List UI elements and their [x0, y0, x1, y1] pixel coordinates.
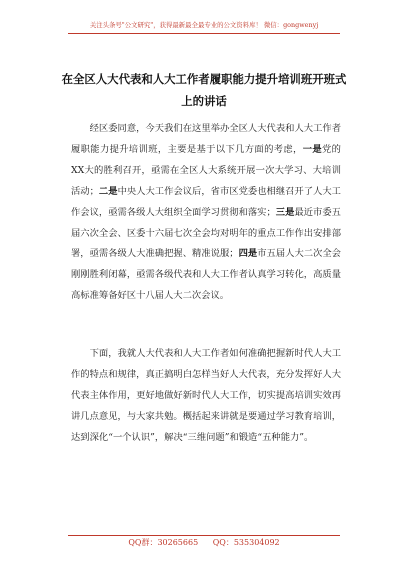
qq-number: QQ：535304092: [212, 538, 280, 547]
document-title: 在全区人大代表和人大工作者履职能力提升培训班开班式: [61, 72, 347, 86]
paragraph-text: 中央人大工作会议后，省市区党委也相继召开了人大工作会议，亟需各级人大组织全面学习贯彻和落实；: [71, 185, 341, 218]
footer-divider: [68, 535, 340, 536]
paragraph-text: 市五届人大二次全会刚刚胜利闭幕，亟需各级代表和人大工作者认真学习转化，高质量高标准筹备好区十八届人大二次会议。: [71, 248, 341, 302]
body-paragraph-1: [71, 119, 341, 307]
header-banner: 关注头条号"公文研究"，获得最新最全最专业的公文资料库！ 微信：gongwenyj: [89, 21, 319, 29]
body-paragraph-2: 下面，我就人大代表和人大工作者如何准确把握新时代人大工作的特点和规律，真正搞明白怎样当好人大代表，充分发挥好人大代表主体作用，更好地做好新时代人大工作，切实提高培训实效再讲几点意见，与大家共勉。概括起来讲就是要通过学习教育培训，达到深化“一个认识”，解决“三维问题”和锻造“五种能力”。: [71, 348, 341, 443]
point-marker-4: 四是: [238, 248, 258, 260]
point-marker-3: 三是: [275, 206, 295, 218]
paragraph-text: 最近市委五届六次全会、区委十六届七次全会均对明年的重点工作作出安排部署，亟需各级人大准确把握、精准说服；: [71, 206, 341, 260]
point-marker-1: 一是: [302, 143, 323, 155]
header-divider: [68, 33, 340, 34]
document-title-continued: 上的讲话: [181, 94, 227, 108]
paragraph-text: 党的XX大的胜利召开，亟需在全区人大系统开展一次大学习、大培训活动；: [71, 143, 341, 197]
footer-contact: [68, 537, 340, 548]
qq-group-number: QQ群：30265665: [128, 538, 199, 547]
paragraph-text: 经区委同意，今天我们在这里举办全区人大代表和人大工作者履职能力提升培训班，主要是基于以下几方面的考虑，: [71, 123, 341, 155]
point-marker-2: 二是: [98, 185, 118, 197]
